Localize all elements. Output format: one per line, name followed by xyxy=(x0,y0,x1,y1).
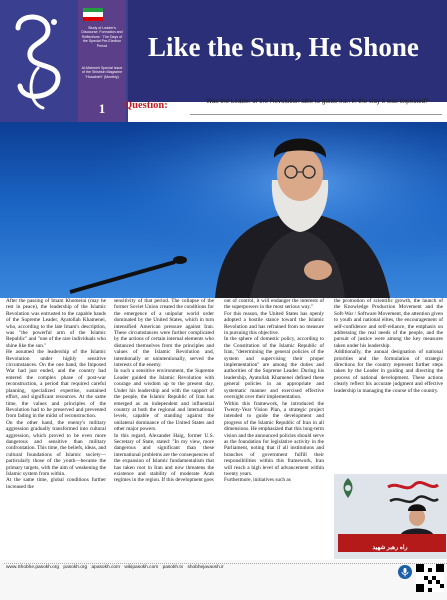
footer-links xyxy=(6,565,336,570)
article-column-4 xyxy=(334,298,443,478)
paragraph: Furthermore, initiatives such as xyxy=(224,477,291,484)
paragraph: Within this framework, he introduced the Twenty-Year Vision Plan, a strategic project intended to guide the development and progress of the Islamic Republic of Iran in all dimensions. He emphasized that this long-term vision and the announced policies should serve as the foundation for legislative activity in the Parliament, noting that if all institutions and branches of government fulfill their responsibilities within this framework, Iran will reach a high level of advancement within twenty years. xyxy=(224,400,324,477)
portrait-illustration xyxy=(0,122,447,298)
paragraph: After the passing of Imam Khomeini (may he rest in peace), the leadership of the Islamic Revolution was entrusted to the capable hands of the Supreme Leader, Ayatollah Khamenei, who, according to the late Imam's description, was "the powerful arm of the Islamic Republic" and "one of the rare individuals who shine like the sun." xyxy=(6,298,106,349)
emblem-icon xyxy=(336,476,360,500)
paragraph: He assumed the leadership of the Islamic Revolution under highly sensitive circumstances. On the one hand, the Imposed War had just ended, and the country had entered the complex phase of post-war reconstruction, a period that required careful planning, specialized expertise, sustained effort, and significant resources. At the same time, the values and principles of the Revolution had to be preserved and prevented from fading in the midst of reconstruction. xyxy=(6,349,106,420)
paragraph: In the sphere of domestic policy, according to the Constitution of the Islamic Republic of Iran, "determining the general policies of the system and supervising their proper implementation" are among the duties and authorities of the Supreme Leader. During his leadership, Ayatollah Khamenei defined these general policies in an appropriate and systematic manner and exercised effective oversight over their implementation. xyxy=(224,336,324,401)
social-link[interactable]: apasokh.com xyxy=(91,565,121,570)
paragraph: Additionally, the annual designation of national priorities and the formulation of strategic directions for the country represent further steps taken by the Leader in guiding and directing the process of national development. These actions clearly reflect his accurate judgment and effective leadership in managing the course of the country. xyxy=(334,349,443,394)
paragraph: At the same time, global conditions further increased the xyxy=(6,477,106,490)
qr-code[interactable] xyxy=(416,564,444,592)
masthead-subcaption: Al-Mahmeh Special Issue of the Shishkin Magazine "Husaineh" (Monthly) xyxy=(81,66,123,79)
footer-divider xyxy=(4,563,447,564)
paragraph: For this reason, the United States has openly adopted a hostile stance toward the Islamic Revolution and has refrained from no measure in pursuing this objective. xyxy=(224,310,324,337)
divider xyxy=(190,114,442,115)
social-link[interactable]: pasokh.org xyxy=(63,565,88,570)
promo-portrait xyxy=(392,502,442,536)
social-link[interactable]: shobhejavaosh.ir xyxy=(187,565,224,570)
issue-number: 1 xyxy=(98,101,106,116)
article-column-3 xyxy=(224,298,324,560)
article-column-1 xyxy=(6,298,106,560)
paragraph: In such a sensitive environment, the Supreme Leader guided the Islamic Revolution with courage and wisdom up to the present day. Under his leadership and with the support of the people, the Islamic Republic of Iran has emerged as an independent and influential country at both the regional and international levels, capable of standing against the unilateral dominance of the United States and other major powers. xyxy=(114,368,214,433)
article-column-2 xyxy=(114,298,214,560)
leader-photo xyxy=(0,122,447,298)
paragraph: On the other hand, the enemy's military aggression gradually transformed into cultural aggression, which proved to be even more dangerous and sensitive than military confrontation. This time, the beliefs, ideas, and cultural foundations of Islamic society—particularly those of the youth—became the primary targets, with the aim of weakening the Islamic system from within. xyxy=(6,419,106,477)
paragraph: out of control, it will endanger the interests of the superpowers in the most serious way." xyxy=(224,298,324,311)
podcast-icon[interactable] xyxy=(398,565,412,579)
website-link[interactable]: www.Shobhe.pasokh.org xyxy=(6,565,60,570)
question-text: Was the Leader of the Revolution able to guide Iran in the way it was expected? xyxy=(206,98,429,105)
magazine-logo xyxy=(8,8,72,118)
paragraph: the promotion of scientific growth, the launch of the Knowledge Production Movement and the Soft-War / Software Movement, the attention given to youth and national elites, the encouragement of self-confidence and self-reliance, the emphasis on addressing the real needs of the people, and the pursuit of justice were among the key measures taken under his leadership. xyxy=(334,298,443,349)
social-link[interactable]: wikipasokh.com xyxy=(124,565,159,570)
masthead-caption: Study of Leader's Discourse: Formation and Reflections · The Days of the Special Pre-Election Period xyxy=(81,26,123,48)
paragraph: sensitivity of that period. The collapse of the former Soviet Union created the conditions for the emergence of a unipolar world order dominated by the United States, which in turn intensified American pressure against Iran. These circumstances were further complicated by the actions of certain internal elements who distanced themselves from the principles and values of the Islamic Revolution and, intentionally or unintentionally, served the interests of the enemy. xyxy=(114,298,214,369)
question-label: Question: xyxy=(124,100,168,111)
iran-flag-icon xyxy=(83,8,103,21)
page-title: Like the Sun, He Shone xyxy=(148,32,419,62)
social-link[interactable]: pasokh.tv xyxy=(162,565,184,570)
promo-box[interactable] xyxy=(334,474,447,559)
paragraph: In this regard, Alexander Haig, former U.S. Secretary of State, stated: "In my view, more dangerous and significant than these international problems are the consequences of the expansion of Islamic fundamentalism that has taken root in Iran and now threatens the existence and stability of moderate Arab regimes in the region. If this development goes xyxy=(114,432,214,484)
promo-caption: راه رهبر شهید xyxy=(372,545,408,551)
